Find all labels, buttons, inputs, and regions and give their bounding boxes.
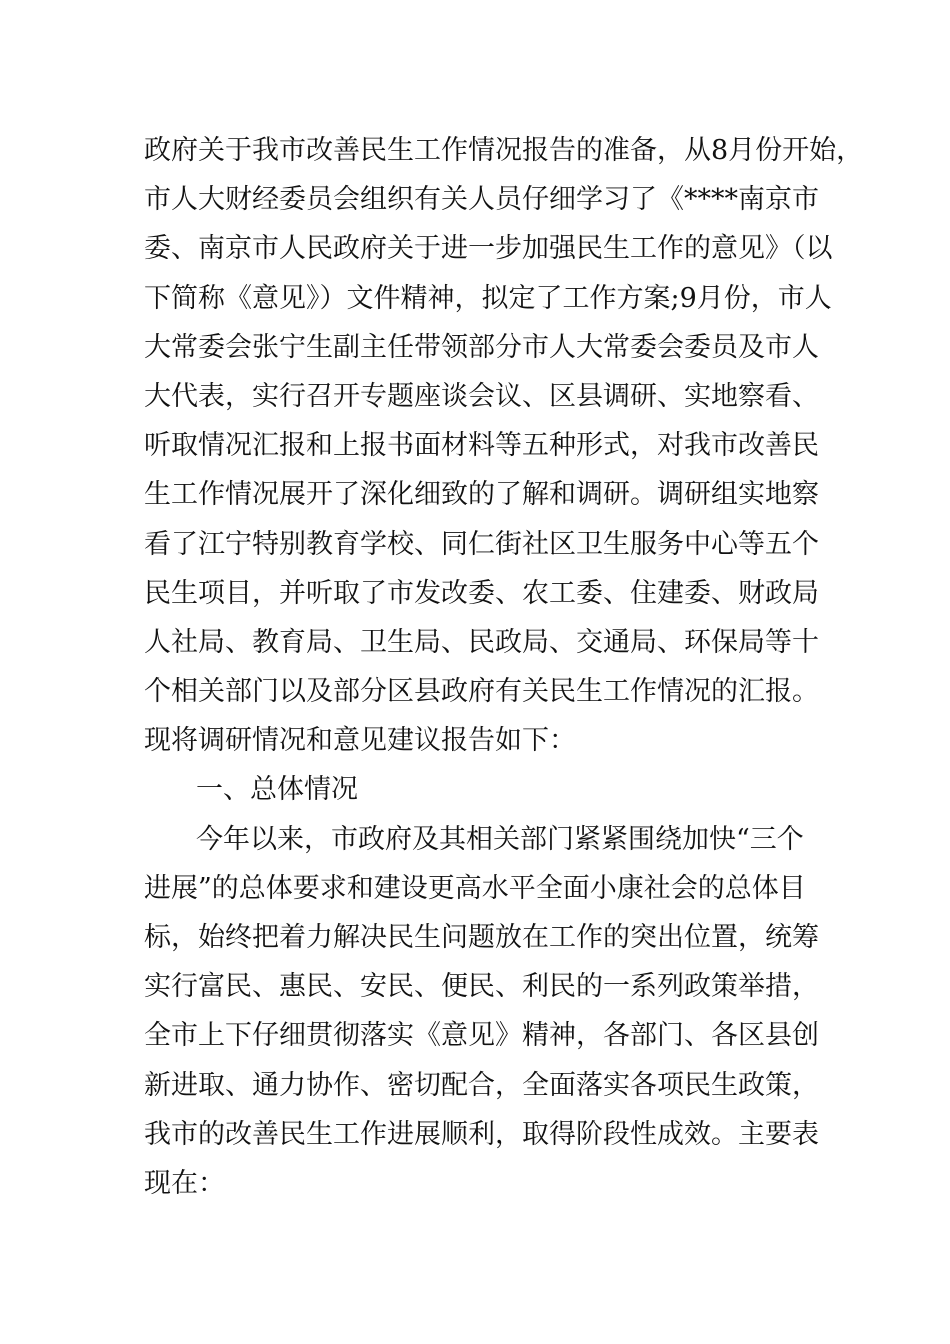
text-line: 实行富民、惠民、安民、便民、利民的一系列政策举措， [144,971,819,1003]
text-line: 市人大财经委员会组织有关人员仔细学习了《****南京市 [144,184,819,216]
text-line: 新进取、通力协作、密切配合，全面落实各项民生政策， [144,1069,819,1101]
text-line: 听取情况汇报和上报书面材料等五种形式，对我市改善民 [144,430,819,462]
text-line: 委、南京市人民政府关于进一步加强民生工作的意见》（以 [144,233,833,265]
text-line: 全市上下仔细贯彻落实《意见》精神，各部门、各区县创 [144,1020,819,1052]
text-line: 标，始终把着力解决民生问题放在工作的突出位置，统筹 [144,922,819,953]
document-body [144,126,864,1208]
text-line: 大代表，实行召开专题座谈会议、区县调研、实地察看、 [144,380,819,412]
paragraph-first-line: 今年以来，市政府及其相关部门紧紧围绕加快“三个 [196,823,804,855]
text-line: 生工作情况展开了深化细致的了解和调研。调研组实地察 [144,479,819,511]
text-line: 现将调研情况和意见建议报告如下： [144,725,576,757]
text-line: 我市的改善民生工作进展顺利，取得阶段性成效。主要表 [144,1118,819,1150]
text-line: 人社局、教育局、卫生局、民政局、交通局、环保局等十 [144,626,819,658]
text-line: 看了江宁特别教育学校、同仁街社区卫生服务中心等五个 [144,528,819,560]
text-line: 下简称《意见》）文件精神，拟定了工作方案;9月份，市人 [144,282,832,314]
text-line: 个相关部门以及部分区县政府有关民生工作情况的汇报。 [144,676,819,708]
text-line: 政府关于我市改善民生工作情况报告的准备，从8月份开始， [144,135,864,166]
section-heading: 一、总体情况 [196,774,358,806]
text-line: 民生项目，并听取了市发改委、农工委、住建委、财政局 [144,577,819,609]
text-line: 现在： [144,1167,225,1199]
text-line: 大常委会张宁生副主任带领部分市人大常委会委员及市人 [144,331,819,363]
text-line: 进展”的总体要求和建设更高水平全面小康社会的总体目 [144,872,806,904]
